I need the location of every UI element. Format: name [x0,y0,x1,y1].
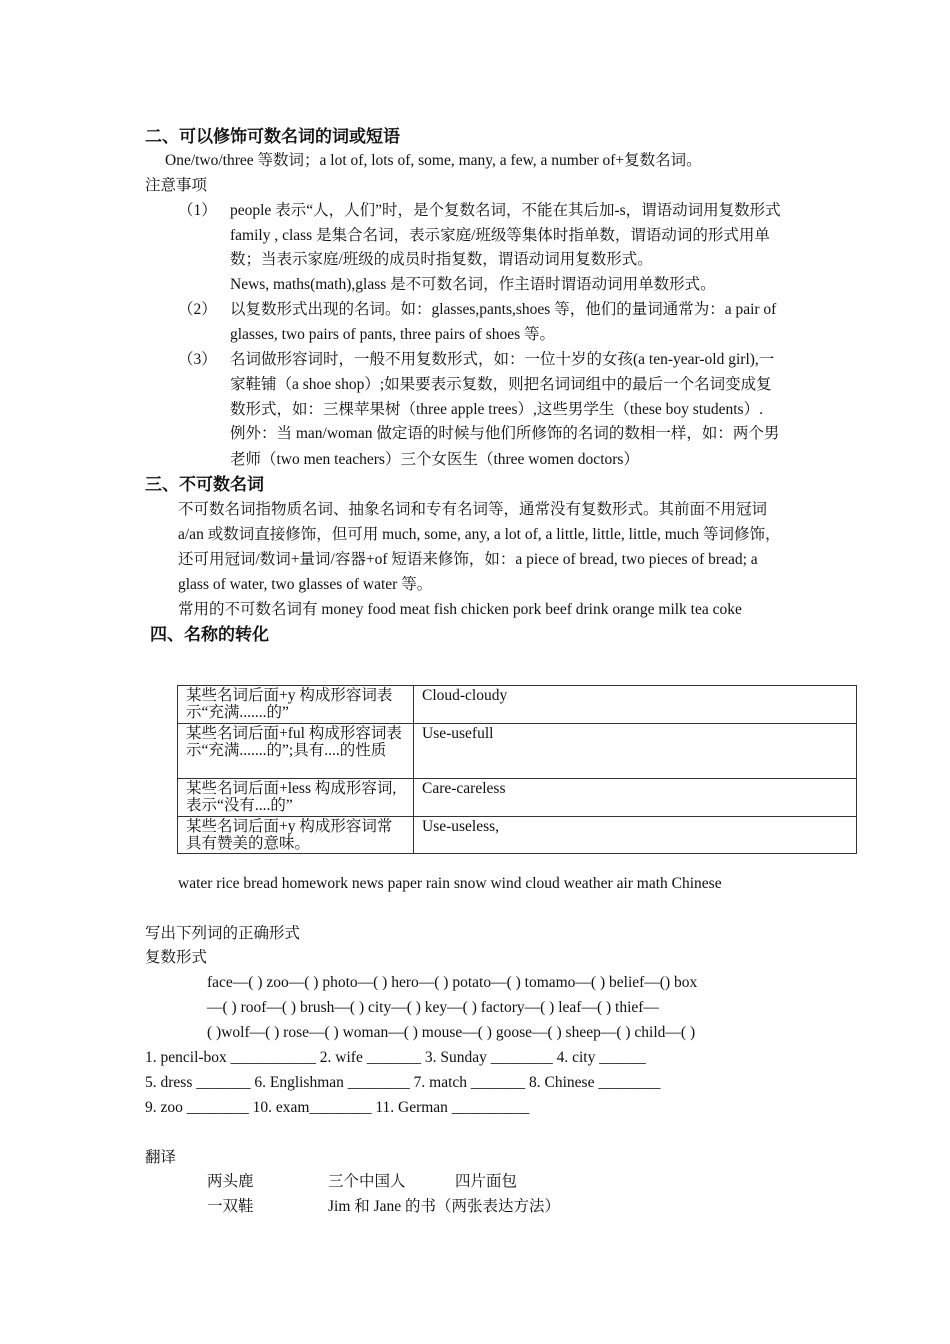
notes-label: 注意事项 [145,177,208,194]
rule-cell: 某些名词后面+y 构成形容词表示“充满.......的” [178,686,414,724]
section4-heading: 四、名称的转化 [150,625,269,645]
plural-line2: —( ) roof—( ) brush—( ) city—( ) key—( ) factory—( ) leaf—( ) thief— [207,999,659,1016]
note2-line1: 以复数形式出现的名词。如：glasses,pants,shoes 等，他们的量词通常为：a pair of [230,301,777,318]
table-row [178,686,857,724]
section3-heading: 三、不可数名词 [145,475,264,495]
translation-item: 一双鞋 [207,1198,254,1215]
section3-line1: 不可数名词指物质名词、抽象名词和专有名词等，通常没有复数形式。其前面不用冠词 [178,501,768,518]
section3-line2: a/an 或数词直接修饰，但可用 much, some, any, a lot of, a little, little, little, much 等词修饰， [178,526,781,543]
rule-cell: 某些名词后面+y 构成形容词常具有赞美的意味。 [178,817,414,854]
translation-title: 翻译 [145,1149,177,1166]
translation-item: 三个中国人 [328,1173,406,1190]
note1-line2: family , class 是集合名词，表示家庭/班级等集体时指单数，谓语动词的形式用单 [230,227,770,244]
note3-line3: 数形式，如：三棵苹果树（three apple trees）,这些男学生（these boy students）. [230,401,763,418]
example-cell: Use-useless, [414,817,857,854]
conversion-table [177,685,857,854]
translation-item: 两头鹿 [207,1173,254,1190]
rule-cell: 某些名词后面+less 构成形容词,表示“没有....的” [178,779,414,817]
note3-number: （3） [178,351,217,368]
example-cell: Cloud-cloudy [414,686,857,724]
note1-line3: 数；当表示家庭/班级的成员时指复数，谓语动词用复数形式。 [230,251,653,268]
question-line3: 9. zoo ________ 10. exam________ 11. German __________ [145,1099,530,1116]
note2-line2: glasses, two pairs of pants, three pairs of shoes 等。 [230,326,556,343]
table-row [178,779,857,817]
section2-line1: One/two/three 等数词；a lot of, lots of, some, many, a few, a number of+复数名词。 [165,152,702,169]
table-row [178,817,857,854]
note1-number: （1） [178,202,217,219]
translation-item: 四片面包 [455,1173,518,1190]
note2-number: （2） [178,301,217,318]
example-cell: Care-careless [414,779,857,817]
section3-line5: 常用的不可数名词有 money food meat fish chicken pork beef drink orange milk tea coke [178,601,742,618]
note3-line1: 名词做形容词时，一般不用复数形式，如：一位十岁的女孩(a ten-year-old girl),一 [230,351,775,368]
note1-line1: people 表示“人，人们”时，是个复数名词，不能在其后加-s，谓语动词用复数形式 [230,202,781,219]
uncountable-word-list: water rice bread homework news paper rain snow wind cloud weather air math Chinese [178,875,722,892]
question-line1: 1. pencil-box ___________ 2. wife _______ 3. Sunday ________ 4. city ______ [145,1049,646,1066]
table-row [178,724,857,779]
note3-line5: 老师（two men teachers）三个女医生（three women doctors） [230,451,639,468]
note3-line2: 家鞋铺（a shoe shop）;如果要表示复数，则把名词词组中的最后一个名词变成复 [230,376,772,393]
example-cell: Use-usefull [414,724,857,779]
rule-cell: 某些名词后面+ful 构成形容词表示“充满.......的”;具有....的性质 [178,724,414,779]
plural-line3: ( )wolf—( ) rose—( ) woman—( ) mouse—( ) goose—( ) sheep—( ) child—( ) [207,1024,696,1041]
question-line2: 5. dress _______ 6. Englishman ________ 7. match _______ 8. Chinese ________ [145,1074,661,1091]
plural-line1: face—( ) zoo—( ) photo—( ) hero—( ) potato—( ) tomamo—( ) belief—() box [207,974,698,991]
plural-label: 复数形式 [145,949,208,966]
exercise-title: 写出下列词的正确形式 [145,925,301,942]
note1-line4: News, maths(math),glass 是不可数名词，作主语时谓语动词用单数形式。 [230,276,716,293]
section3-line4: glass of water, two glasses of water 等。 [178,576,433,593]
section2-heading: 二、可以修饰可数名词的词或短语 [145,127,400,147]
translation-item: Jim 和 Jane 的书（两张表达方法） [328,1198,561,1215]
note3-line4: 例外：当 man/woman 做定语的时候与他们所修饰的名词的数相一样，如：两个男 [230,425,780,442]
section3-line3: 还可用冠词/数词+量词/容器+of 短语来修饰，如：a piece of bread, two pieces of bread; a [178,551,758,568]
